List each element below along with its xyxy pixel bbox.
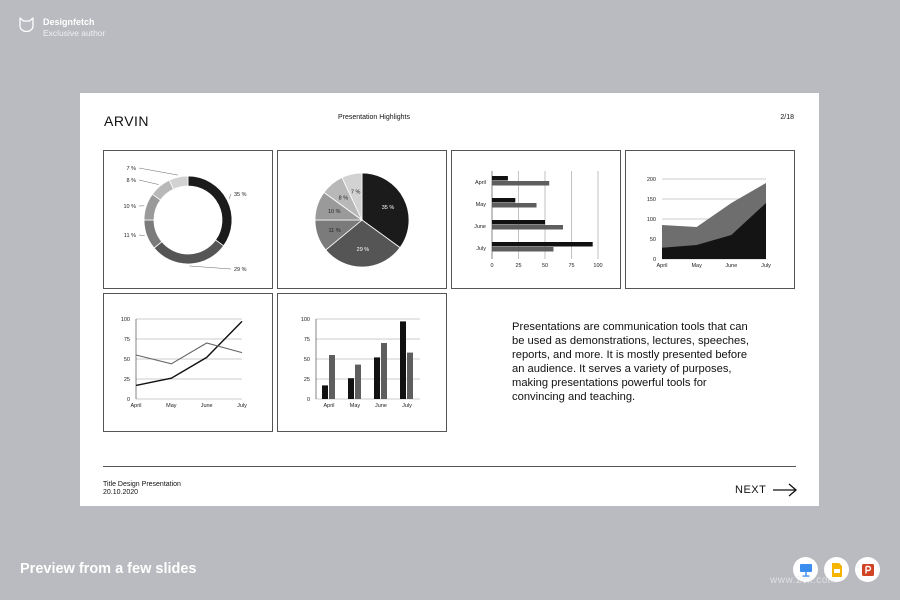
slice-label: 35 % — [381, 204, 395, 211]
slice-label: 35 % — [234, 192, 247, 198]
powerpoint-icon — [855, 557, 880, 582]
x-tick-label: June — [725, 263, 738, 269]
slice-label: 11 % — [123, 233, 136, 239]
slice-label: 29 % — [234, 267, 247, 273]
slice-label: 10 % — [328, 208, 341, 215]
y-tick-label: 0 — [126, 397, 130, 403]
arrow-right-icon — [772, 483, 798, 497]
y-tick-label: 50 — [303, 357, 310, 363]
donut-slice — [154, 240, 223, 264]
pie-chart-panel — [277, 150, 447, 289]
bar — [492, 247, 553, 252]
next-button[interactable] — [735, 483, 798, 497]
slice-label: 8 % — [338, 195, 349, 202]
donut-chart — [104, 151, 272, 288]
column-chart-panel — [277, 293, 447, 432]
cat-logo-icon — [18, 16, 35, 32]
pie-chart — [278, 151, 446, 288]
area-chart — [626, 151, 794, 288]
area-chart-panel — [625, 150, 795, 289]
leader-line — [139, 168, 178, 175]
column-bar — [355, 365, 361, 399]
y-tick-label: July — [476, 246, 486, 252]
brand-name: Designfetch — [43, 17, 95, 27]
x-tick-label: July — [237, 403, 247, 409]
leader-line — [139, 180, 159, 185]
page-number: 2/18 — [780, 114, 794, 121]
y-tick-label: April — [474, 180, 486, 186]
horizontal-bar-chart-panel — [451, 150, 621, 289]
x-tick-label: May — [349, 403, 361, 409]
y-tick-label: 100 — [300, 317, 310, 323]
caption: Preview from a few slides — [20, 561, 197, 577]
y-tick-label: 0 — [652, 257, 656, 263]
y-tick-label: 25 — [303, 377, 310, 383]
x-tick-label: April — [130, 403, 142, 409]
slice-label: 8 % — [126, 178, 136, 184]
column-bar — [348, 378, 354, 399]
x-tick-label: 100 — [593, 263, 603, 269]
brand — [18, 16, 105, 39]
column-bar — [374, 357, 380, 399]
footer-divider — [103, 466, 796, 467]
bar — [492, 220, 545, 225]
x-tick-label: May — [691, 263, 702, 269]
column-bar — [329, 355, 335, 399]
column-bar — [407, 353, 413, 399]
bar — [492, 176, 508, 181]
line-series — [136, 343, 242, 364]
column-bar — [400, 321, 406, 399]
bar — [492, 225, 563, 230]
slice-label: 10 % — [123, 204, 136, 210]
leader-line — [139, 235, 145, 236]
x-tick-label: 0 — [490, 263, 494, 269]
y-tick-label: 100 — [120, 317, 130, 323]
brand-subtitle: Exclusive author — [43, 28, 106, 38]
bar — [492, 198, 515, 203]
donut-chart-panel — [103, 150, 273, 289]
x-tick-label: July — [402, 403, 412, 409]
footer-date: 20.10.2020 — [103, 489, 139, 496]
x-tick-label: 75 — [568, 263, 575, 269]
line-chart-panel — [103, 293, 273, 432]
slide — [80, 93, 819, 506]
line-chart — [104, 294, 272, 431]
bar — [492, 203, 537, 208]
slice-label: 7 % — [126, 166, 136, 172]
x-tick-label: 50 — [541, 263, 549, 269]
column-chart — [278, 294, 446, 431]
watermark: www.2cx.com — [770, 575, 837, 586]
x-tick-label: 25 — [515, 263, 522, 269]
y-tick-label: 75 — [303, 337, 310, 343]
x-tick-label: June — [375, 403, 387, 409]
y-tick-label: June — [474, 224, 486, 230]
slice-label: 11 % — [328, 227, 341, 234]
slide-title: ARVIN — [104, 113, 150, 129]
slice-label: 29 % — [356, 247, 370, 254]
bar — [492, 242, 593, 247]
y-tick-label: May — [475, 202, 486, 208]
x-tick-label: April — [656, 263, 668, 269]
footer-title: Title Design Presentation — [103, 481, 181, 488]
horizontal-bar-chart — [452, 151, 620, 288]
bar — [492, 181, 549, 186]
description-text: Presentations are communication tools that can be used as demonstrations, lectures, speeches, reports, and more. It is mostly presented before an audience. It serves a variety of purposes, making presentations powerful tools for convincing and teaching. — [512, 321, 749, 403]
y-tick-label: 25 — [123, 377, 130, 383]
y-tick-label: 150 — [646, 197, 656, 203]
y-tick-label: 50 — [649, 237, 656, 243]
x-tick-label: May — [166, 403, 177, 409]
y-tick-label: 200 — [646, 177, 656, 183]
leader-line — [229, 194, 231, 199]
y-tick-label: 50 — [123, 357, 130, 363]
donut-slice — [144, 220, 162, 248]
y-tick-label: 75 — [123, 337, 130, 343]
x-tick-label: July — [761, 263, 771, 269]
donut-slice — [188, 176, 232, 246]
leader-line — [189, 266, 231, 269]
column-bar — [381, 343, 387, 399]
slice-label: 7 % — [350, 189, 361, 196]
x-tick-label: April — [323, 403, 335, 409]
x-tick-label: June — [200, 403, 213, 409]
slide-header: Presentation Highlights — [338, 114, 410, 121]
column-bar — [322, 385, 328, 399]
y-tick-label: 0 — [306, 397, 310, 403]
next-label: NEXT — [735, 484, 767, 496]
y-tick-label: 100 — [646, 217, 656, 223]
